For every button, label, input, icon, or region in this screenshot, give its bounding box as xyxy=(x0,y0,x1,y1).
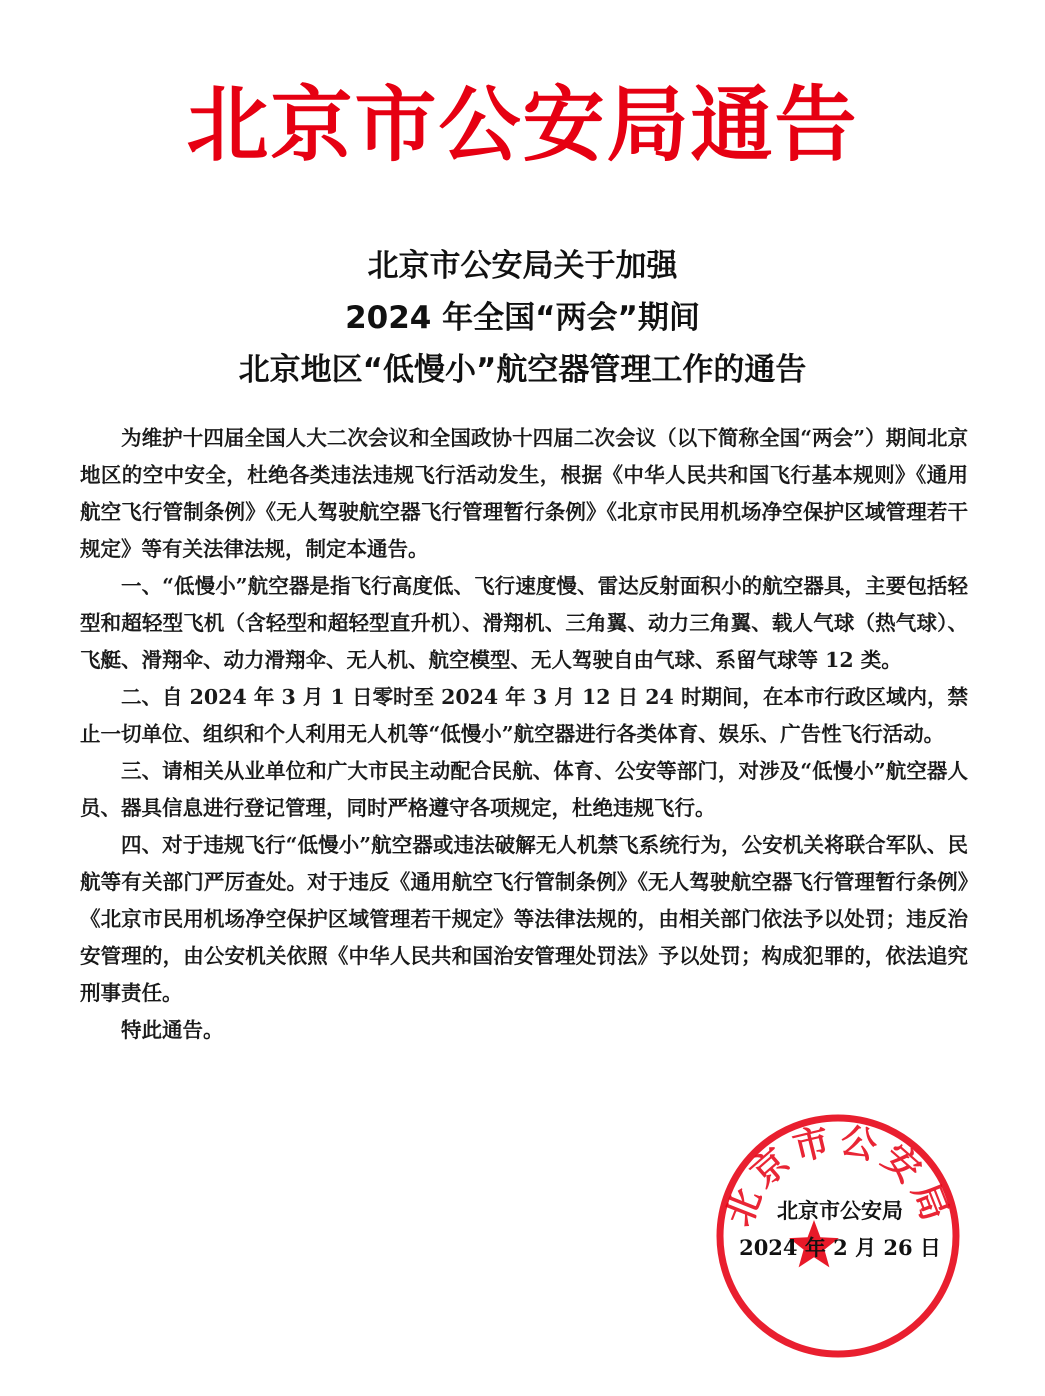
seal-text: 北京市公安局 xyxy=(718,1119,958,1232)
notice-title xyxy=(0,240,1045,396)
notice-body xyxy=(80,420,968,1049)
intro-paragraph: 为维护十四届全国人大二次会议和全国政协十四届二次会议（以下简称全国“两会”）期间北京地区的空中安全，杜绝各类违法违规飞行活动发生，根据《中华人民共和国飞行基本规则》《通用航空飞行管制条例》《无人驾驶航空器飞行管理暂行条例》《北京市民用机场净空保护区域管理若干规定》等有关法律法规，制定本通告。 xyxy=(80,426,968,561)
item-2-paragraph: 二、自 2024 年 3 月 1 日零时至 2024 年 3 月 12 日 24 时期间，在本市行政区域内，禁止一切单位、组织和个人利用无人机等“低慢小”航空器进行各类体育、娱乐、广告性飞行活动。 xyxy=(80,685,968,746)
title-line-1: 北京市公安局关于加强 xyxy=(367,248,678,284)
title-line-2: 2024 年全国“两会”期间 xyxy=(345,300,700,336)
masthead-title: 北京市公安局通告 xyxy=(186,78,859,173)
item-4-paragraph: 四、对于违规飞行“低慢小”航空器或违法破解无人机禁飞系统行为，公安机关将联合军队、民航等有关部门严厉查处。对于违反《通用航空飞行管制条例》《无人驾驶航空器飞行管理暂行条例》《北京市民用机场净空保护区域管理若干规定》等法律法规的，由相关部门依法予以处罚；违反治安管理的，由公安机关依照《中华人民共和国治安管理处罚法》予以处罚；构成犯罪的，依法追究刑事责任。 xyxy=(80,833,968,1005)
item-1-paragraph: 一、“低慢小”航空器是指飞行高度低、飞行速度慢、雷达反射面积小的航空器具，主要包括轻型和超轻型飞机（含轻型和超轻型直升机）、滑翔机、三角翼、动力三角翼、载人气球（热气球）、飞艇、滑翔伞、动力滑翔伞、无人机、航空模型、无人驾驶自由气球、系留气球等 12 类。 xyxy=(80,574,968,672)
issue-date: 2024 年 2 月 26 日 xyxy=(739,1235,941,1260)
item-3-paragraph: 三、请相关从业单位和广大市民主动配合民航、体育、公安等部门，对涉及“低慢小”航空器人员、器具信息进行登记管理，同时严格遵守各项规定，杜绝违规飞行。 xyxy=(80,759,968,820)
title-line-3: 北京地区“低慢小”航空器管理工作的通告 xyxy=(238,352,807,388)
closing-line: 特此通告。 xyxy=(121,1018,224,1042)
issuer-name: 北京市公安局 xyxy=(777,1198,903,1223)
signature-block xyxy=(730,1192,950,1266)
